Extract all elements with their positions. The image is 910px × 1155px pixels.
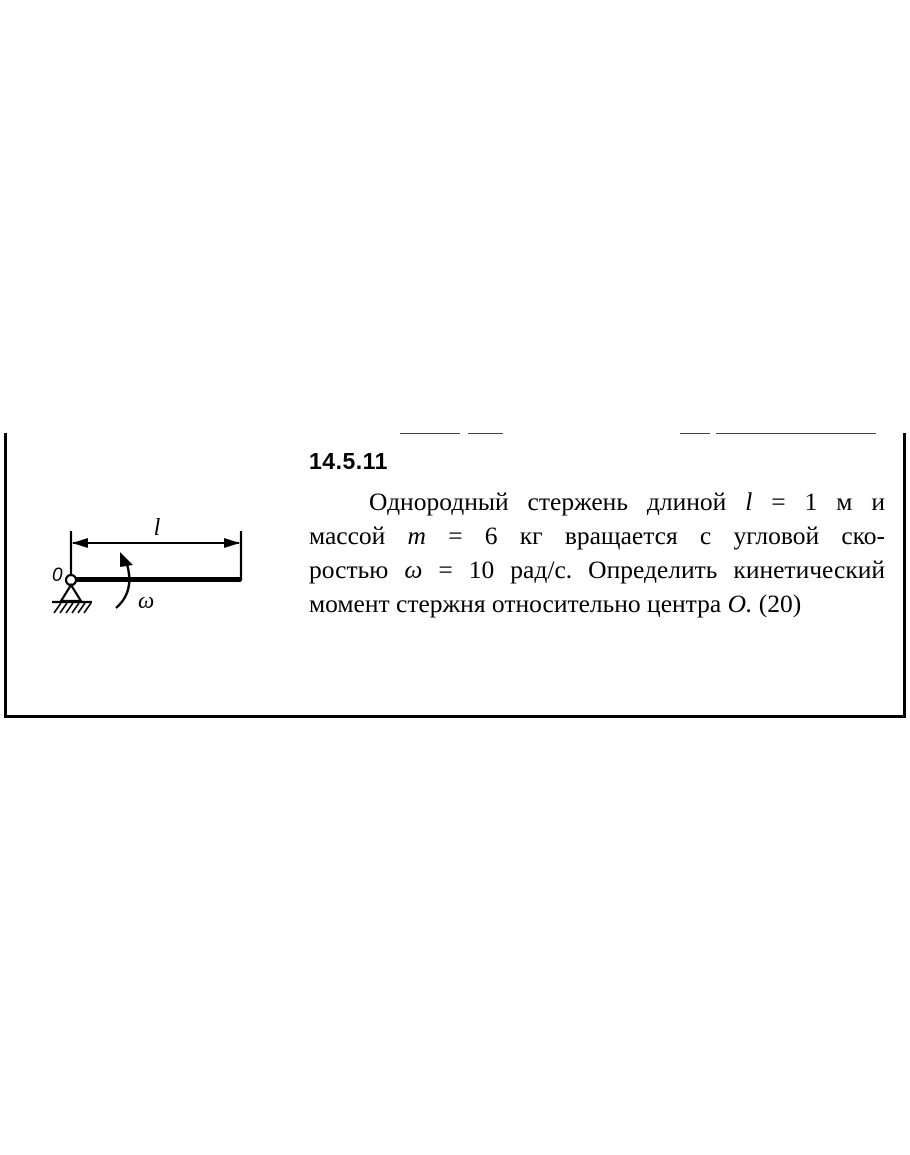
math-variable: O. xyxy=(727,589,753,618)
omega-label: ω xyxy=(138,588,155,613)
ground-hatching xyxy=(54,603,91,613)
rod-diagram xyxy=(40,505,260,630)
frame-left-border xyxy=(4,433,7,718)
problem-line xyxy=(309,587,885,621)
statement-text: массой xyxy=(309,521,408,550)
length-label: l xyxy=(153,515,161,541)
dimension-arrow-left xyxy=(72,538,88,548)
frame-bottom-border xyxy=(4,715,906,718)
dimension-arrow-right xyxy=(224,538,240,548)
problem-line xyxy=(309,519,885,553)
statement-text: момент стержня относительно центра xyxy=(309,589,728,618)
rod xyxy=(73,577,241,582)
rotation-arrowhead xyxy=(120,552,133,567)
math-variable: ω xyxy=(404,555,423,584)
statement-text: Однородный стержень длиной xyxy=(369,487,746,516)
statement-text: = 6 кг вращается с угловой ско- xyxy=(425,521,885,550)
problem-number: 14.5.11 xyxy=(309,448,388,474)
scan-artifact-line xyxy=(468,433,503,434)
math-variable: m xyxy=(407,521,426,550)
statement-text: = 1 м и xyxy=(752,487,885,516)
frame-right-border xyxy=(903,433,906,718)
pivot-label: 0 xyxy=(52,565,63,586)
rotation-arrow xyxy=(116,561,129,608)
pivot-support xyxy=(61,585,81,601)
scan-artifact-line xyxy=(716,433,876,434)
scan-artifact-line xyxy=(680,433,710,434)
math-variable: l xyxy=(745,487,753,516)
statement-text: = 10 рад/с. Определить кинетический xyxy=(422,555,885,584)
problem-line xyxy=(309,485,885,519)
statement-text: ростью xyxy=(309,555,405,584)
problem-statement xyxy=(309,485,885,621)
statement-text: (20) xyxy=(752,589,802,618)
scan-artifact-line xyxy=(400,433,460,434)
problem-line xyxy=(309,553,885,587)
